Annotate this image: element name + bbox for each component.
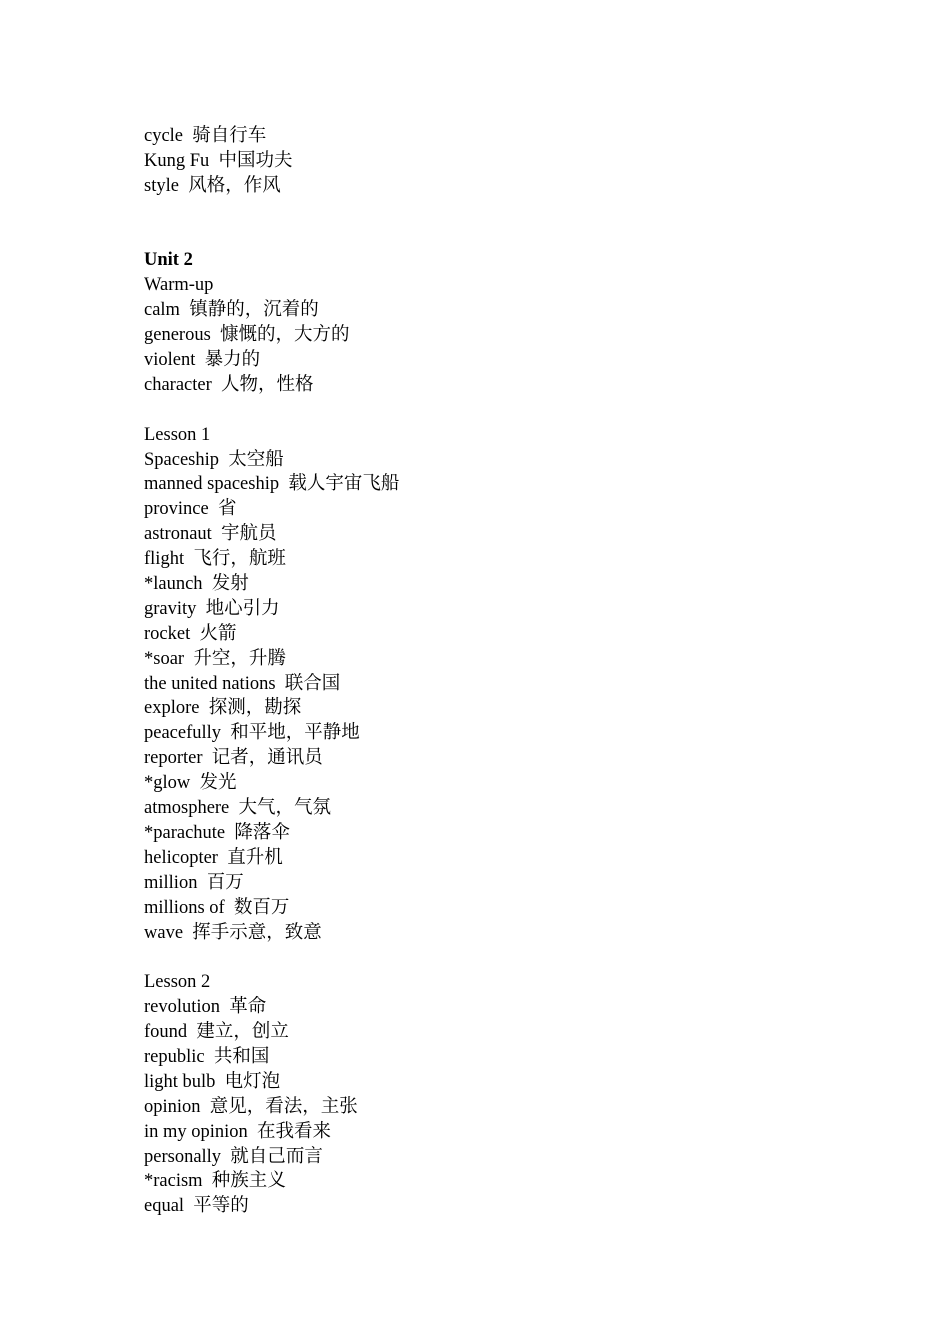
vocab-entry: generous 慷慨的，大方的 xyxy=(144,325,350,346)
vocab-entry: opinion 意见，看法，主张 xyxy=(144,1096,358,1117)
vocab-entry: reporter 记者，通讯员 xyxy=(144,748,323,769)
vocab-entry: the united nations 联合国 xyxy=(144,673,341,694)
vocab-entry: *racism 种族主义 xyxy=(144,1171,286,1192)
vocab-entry: explore 探测，勘探 xyxy=(144,698,302,719)
vocab-entry: manned spaceship 载人宇宙飞船 xyxy=(144,474,400,495)
spacer xyxy=(144,224,844,249)
lesson1-section xyxy=(144,423,844,946)
vocab-entry: Spaceship 太空船 xyxy=(144,449,284,470)
vocab-entry: *launch 发射 xyxy=(144,574,249,595)
vocab-entry: millions of 数百万 xyxy=(144,897,290,918)
vocab-entry: Kung Fu 中国功夫 xyxy=(144,150,293,171)
vocab-entry: violent 暴力的 xyxy=(144,350,261,371)
warmup-section xyxy=(144,273,844,397)
spacer xyxy=(144,398,844,423)
section-heading: Lesson 2 xyxy=(144,972,211,993)
vocab-entry: atmosphere 大气，气氛 xyxy=(144,798,332,819)
vocab-entry: wave 挥手示意，致意 xyxy=(144,922,322,943)
vocab-entry: rocket 火箭 xyxy=(144,623,237,644)
vocabulary-list xyxy=(144,124,844,1219)
vocab-entry: flight 飞行，航班 xyxy=(144,549,286,570)
spacer xyxy=(144,199,844,224)
vocab-entry: in my opinion 在我看来 xyxy=(144,1121,332,1142)
vocab-entry: *soar 升空，升腾 xyxy=(144,648,286,669)
intro-entries xyxy=(144,124,844,199)
vocab-entry: republic 共和国 xyxy=(144,1046,270,1067)
vocab-entry: equal 平等的 xyxy=(144,1196,249,1217)
vocab-entry: found 建立，创立 xyxy=(144,1022,289,1043)
vocab-entry: style 风格，作风 xyxy=(144,175,281,196)
vocab-entry: million 百万 xyxy=(144,872,244,893)
spacer xyxy=(144,945,844,970)
vocab-entry: revolution 革命 xyxy=(144,997,267,1018)
vocab-entry: character 人物，性格 xyxy=(144,374,314,395)
vocab-entry: province 省 xyxy=(144,499,237,520)
vocab-entry: peacefully 和平地，平静地 xyxy=(144,723,360,744)
vocab-entry: *glow 发光 xyxy=(144,773,237,794)
section-heading: Lesson 1 xyxy=(144,424,211,445)
vocab-entry: gravity 地心引力 xyxy=(144,598,280,619)
lesson2-section xyxy=(144,970,844,1219)
vocab-entry: cycle 骑自行车 xyxy=(144,126,267,146)
vocab-entry: helicopter 直升机 xyxy=(144,847,283,868)
vocab-entry: *parachute 降落伞 xyxy=(144,822,290,843)
unit-heading: Unit 2 xyxy=(144,250,193,271)
section-heading: Warm-up xyxy=(144,275,214,296)
vocab-entry: astronaut 宇航员 xyxy=(144,524,277,545)
vocab-entry: light bulb 电灯泡 xyxy=(144,1071,281,1092)
vocab-entry: personally 就自己而言 xyxy=(144,1146,323,1167)
vocab-entry: calm 镇静的，沉着的 xyxy=(144,300,319,321)
